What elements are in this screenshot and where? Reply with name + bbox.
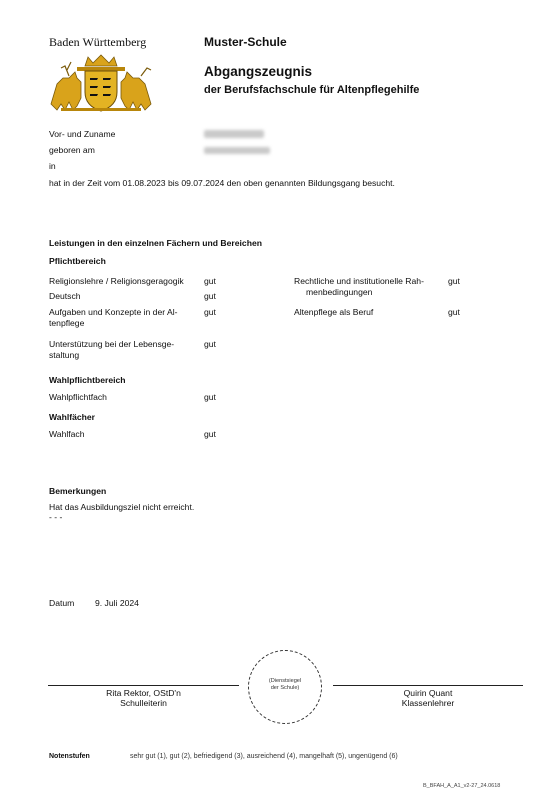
signer-left-role: Schulleiterin (120, 698, 167, 708)
school-name: Muster-Schule (204, 35, 287, 49)
subject-grade: gut (204, 392, 216, 402)
wahl-title: Wahlfächer (49, 412, 96, 422)
signer-right-role: Klassenlehrer (401, 698, 455, 708)
birth-label: geboren am (49, 145, 95, 155)
subject-grade: gut (448, 276, 460, 286)
grade-scale-label: Notenstufen (49, 753, 90, 760)
form-id: B_BFAH_A_A1_v2-27_24.0618 (423, 783, 501, 789)
signature-line-right (333, 685, 523, 686)
subject-grade: gut (448, 307, 460, 317)
subject-row (49, 307, 199, 329)
subject-name: Wahlpflichtfach (49, 392, 107, 402)
date-value: 9. Juli 2024 (95, 598, 139, 608)
subject-name: Deutsch (49, 291, 81, 301)
grade-scale-text: sehr gut (1), gut (2), befriedigend (3), ausreichend (4), mangelhaft (5), ungenügend (6) (130, 753, 398, 760)
signer-left-name: Rita Rektor, OStD'n (106, 688, 181, 698)
redacted-birthdate (204, 147, 270, 154)
subject-name: Unterstützung bei der Lebensge- (49, 339, 175, 349)
pflicht-title: Pflichtbereich (49, 256, 106, 266)
subject-row (49, 276, 199, 287)
remarks-title: Bemerkungen (49, 486, 107, 496)
subject-name-cont: staltung (49, 350, 80, 360)
redacted-name (204, 130, 264, 138)
subject-row (294, 276, 444, 298)
subject-grade: gut (204, 291, 216, 301)
seal-text: (Dienstsiegel (268, 678, 302, 684)
coat-of-arms-icon (47, 54, 155, 112)
remarks-dashes: - - - (49, 512, 63, 522)
subject-name: Religionslehre / Religionsgeragogik (49, 276, 184, 286)
subject-grade: gut (204, 429, 216, 439)
signer-right-name: Quirin Quant (403, 688, 453, 698)
subject-row (49, 291, 199, 302)
official-seal (248, 650, 322, 724)
date-label: Datum (49, 598, 75, 608)
document-subtitle: der Berufsfachschule für Altenpflegehilfe (204, 84, 420, 96)
subject-name: Wahlfach (49, 429, 85, 439)
subject-name-cont: tenpflege (49, 318, 85, 328)
subject-name-cont: menbedingungen (306, 287, 373, 297)
subject-row (49, 339, 199, 361)
subject-name: Aufgaben und Konzepte in der Al- (49, 307, 178, 317)
subject-name: Rechtliche und institutionelle Rah- (294, 276, 424, 286)
state-name: Baden Württemberg (49, 35, 147, 49)
document-title: Abgangszeugnis (204, 64, 313, 79)
subject-grade: gut (204, 307, 216, 317)
name-label: Vor- und Zuname (49, 129, 116, 139)
grades-section-title: Leistungen in den einzelnen Fächern und Bereichen (49, 238, 262, 248)
seal-text: der Schule) (270, 685, 300, 691)
subject-row (294, 307, 444, 318)
place-label: in (49, 161, 56, 171)
wahlpflicht-title: Wahlpflichtbereich (49, 375, 126, 385)
subject-name: Altenpflege als Beruf (294, 307, 374, 317)
attendance-text: hat in der Zeit vom 01.08.2023 bis 09.07.2024 den oben genannten Bildungsgang besucht. (49, 178, 395, 188)
subject-grade: gut (204, 339, 216, 349)
signature-line-left (48, 685, 239, 686)
remarks-text: Hat das Ausbildungsziel nicht erreicht. (49, 502, 195, 512)
subject-grade: gut (204, 276, 216, 286)
